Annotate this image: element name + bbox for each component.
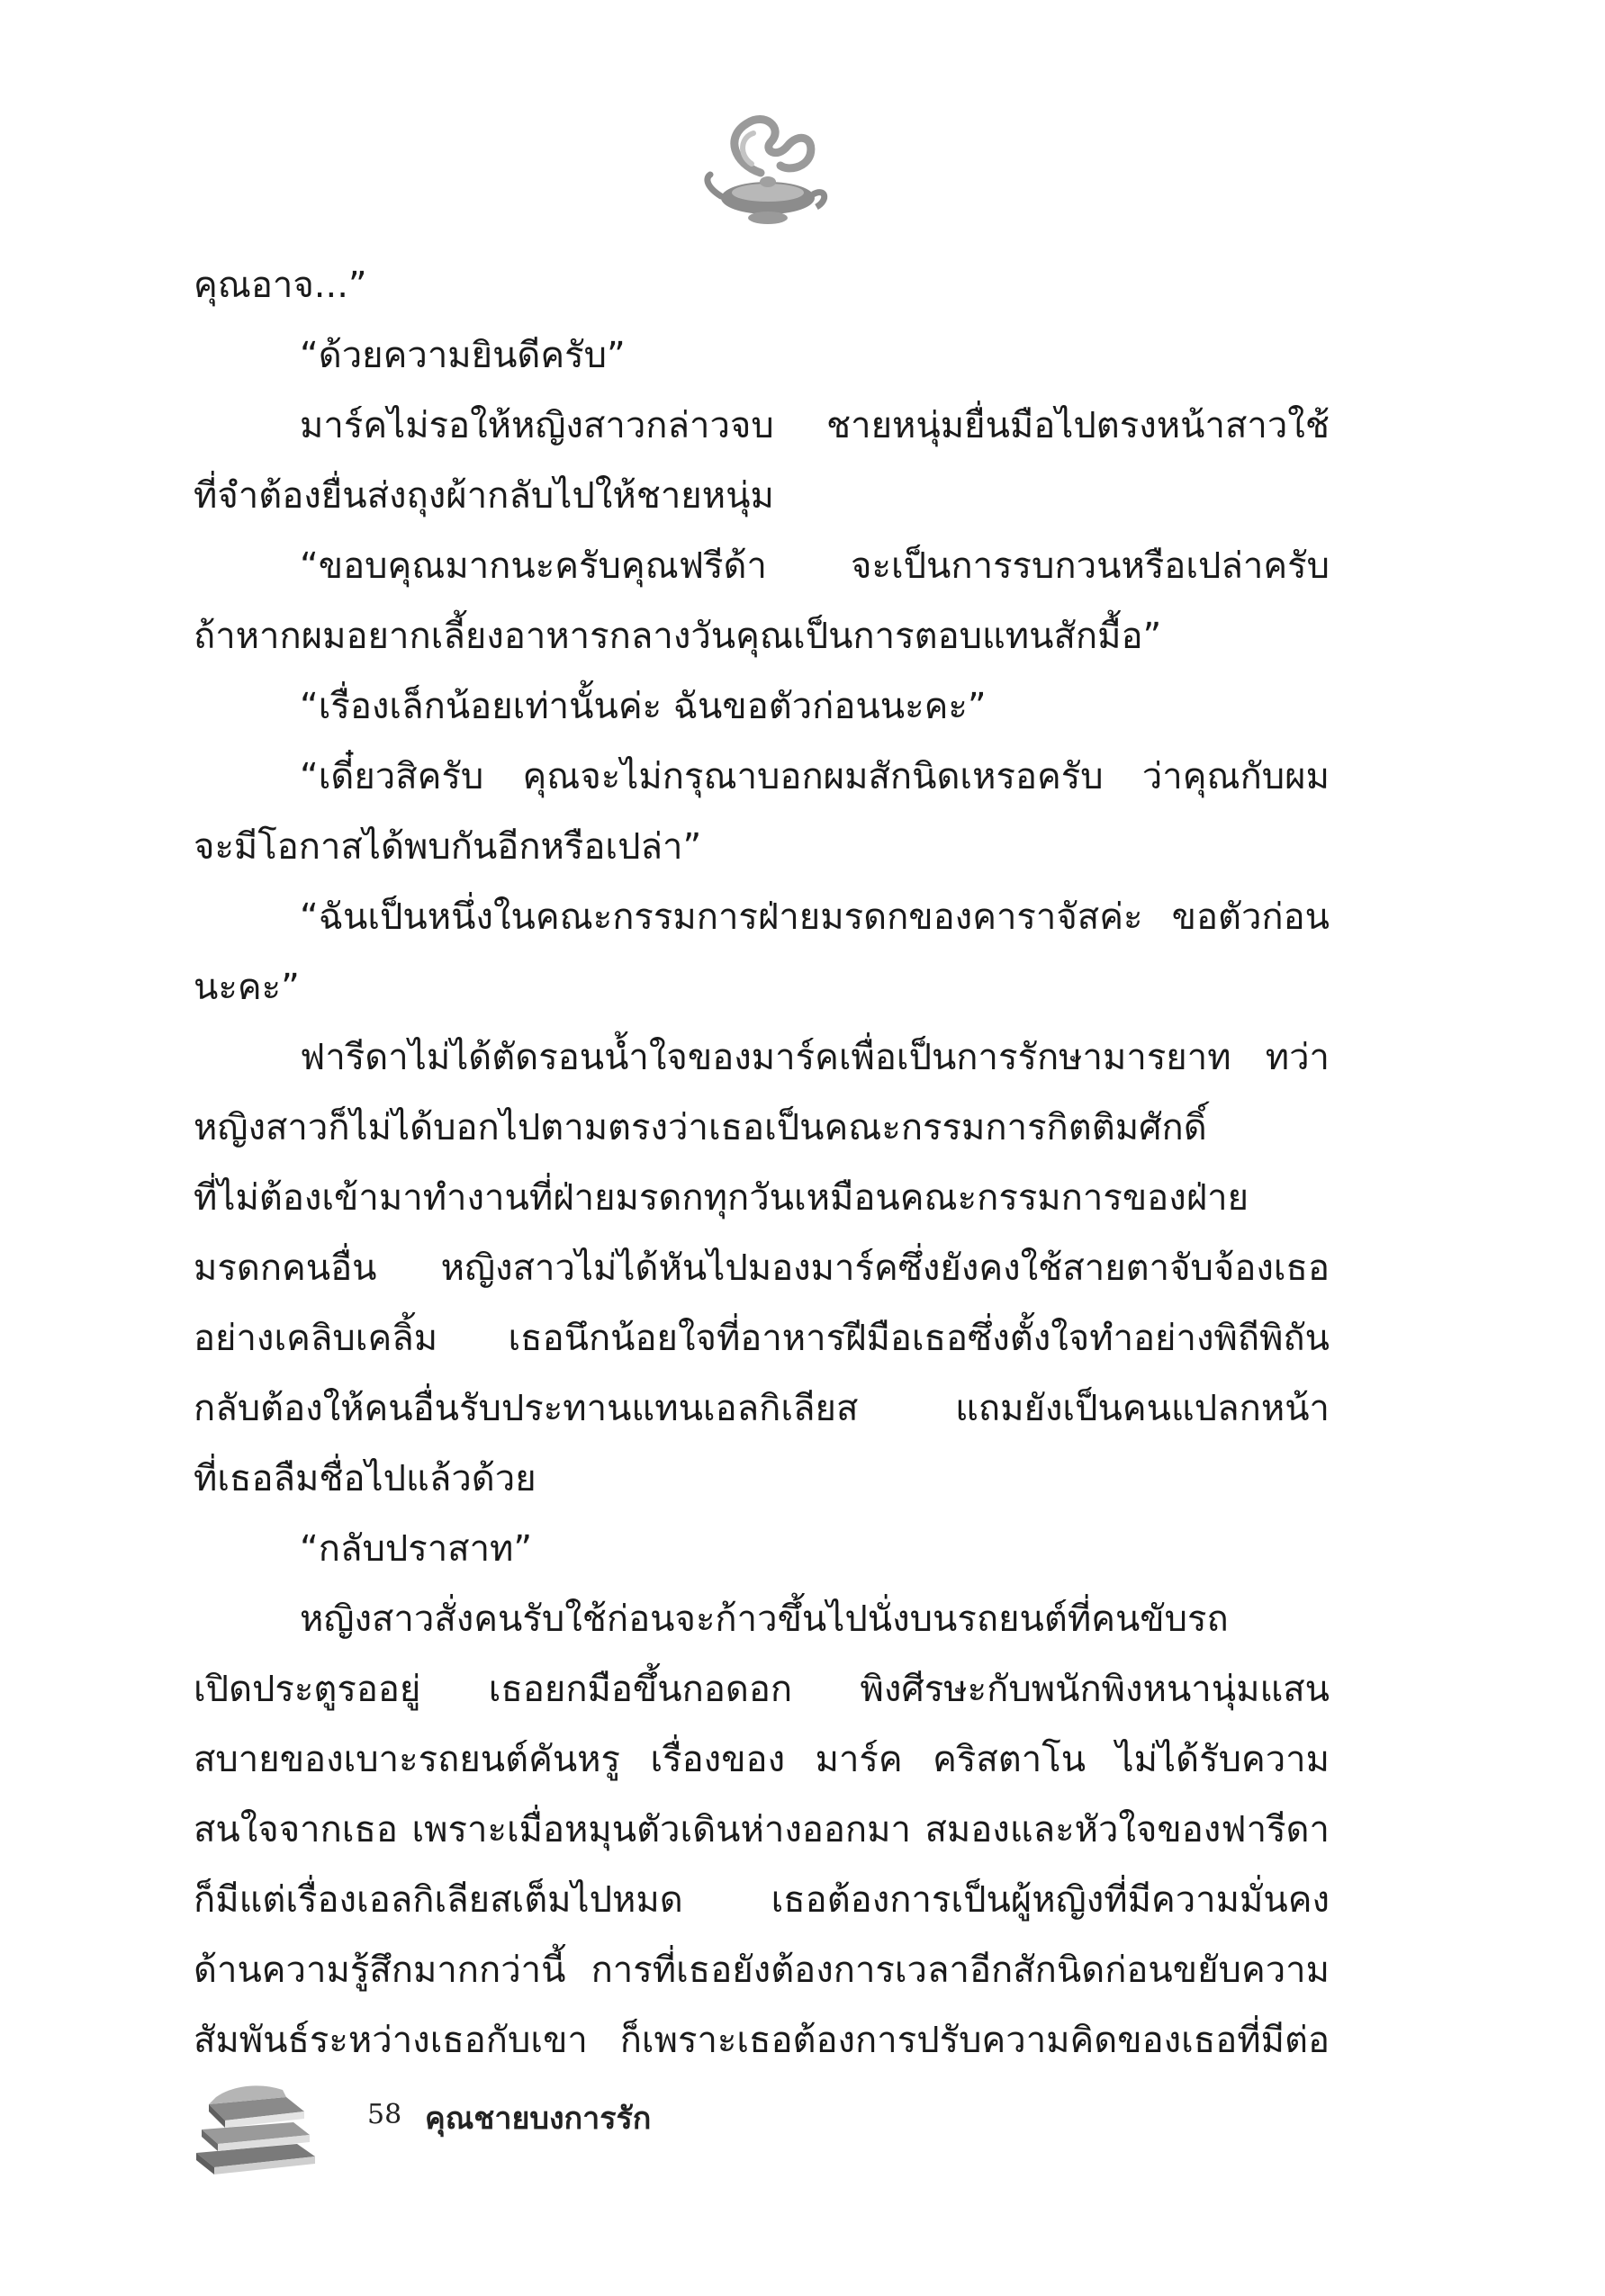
- text-line: จะมีโอกาสได้พบกันอีกหรือเปล่า”: [194, 826, 702, 868]
- text-line: ที่เธอลืมชื่อไปแล้วด้วย: [194, 1458, 537, 1499]
- text-line: “ด้วยความยินดีครับ”: [300, 335, 626, 376]
- text-line: สัมพันธ์ระหว่างเธอกับเขา ก็เพราะเธอต้องการปรับความคิดของเธอที่มีต่อ: [194, 2020, 1330, 2061]
- text-line: “ขอบคุณมากนะครับคุณฟรีด้า จะเป็นการรบกวนหรือเปล่าครับ: [300, 545, 1330, 587]
- text-line: หญิงสาวก็ไม่ได้บอกไปตามตรงว่าเธอเป็นคณะกรรมการกิตติมศักดิ์: [194, 1107, 1207, 1148]
- text-line: ด้านความรู้สึกมากกว่านี้ การที่เธอยังต้องการเวลาอีกสักนิดก่อนขยับความ: [194, 1949, 1330, 1991]
- text-line: กลับต้องให้คนอื่นรับประทานแทนเอลกิเลียส แถมยังเป็นคนแปลกหน้า: [194, 1388, 1330, 1429]
- book-stack-icon: [189, 2070, 324, 2178]
- text-line: มรดกคนอื่น หญิงสาวไม่ได้หันไปมองมาร์คซึ่งยังคงใช้สายตาจับจ้องเธอ: [194, 1247, 1330, 1289]
- text-line: หญิงสาวสั่งคนรับใช้ก่อนจะก้าวขึ้นไปนั่งบนรถยนต์ที่คนขับรถ: [300, 1598, 1229, 1640]
- text-line: นะคะ”: [194, 967, 300, 1008]
- page-number: 58: [367, 2099, 402, 2130]
- text-line: เปิดประตูรออยู่ เธอยกมือขึ้นกอดอก พิงศีรษะกับพนักพิงหนานุ่มแสน: [194, 1669, 1330, 1710]
- text-line: สบายของเบาะรถยนต์คันหรู เรื่องของ มาร์ค คริสตาโน ไม่ได้รับความ: [194, 1739, 1330, 1780]
- text-line: “เรื่องเล็กน้อยเท่านั้นค่ะ ฉันขอตัวก่อนนะคะ”: [300, 686, 987, 727]
- page-footer: [189, 2070, 729, 2178]
- text-line: สนใจจากเธอ เพราะเมื่อหมุนตัวเดินห่างออกมา สมองและหัวใจของฟารีดา: [194, 1809, 1330, 1850]
- text-line: ฟารีดาไม่ได้ตัดรอนน้ำใจของมาร์คเพื่อเป็นการรักษามารยาท ทว่า: [300, 1037, 1330, 1078]
- text-line: ถ้าหากผมอยากเลี้ยงอาหารกลางวันคุณเป็นการตอบแทนสักมื้อ”: [194, 616, 1162, 657]
- book-title: คุณชายบงการรัก: [425, 2101, 652, 2137]
- text-line: ก็มีแต่เรื่องเอลกิเลียสเต็มไปหมด เธอต้องการเป็นผู้หญิงที่มีความมั่นคง: [194, 1879, 1330, 1921]
- text-line: “เดี๋ยวสิครับ คุณจะไม่กรุณาบอกผมสักนิดเหรอครับ ว่าคุณกับผม: [300, 756, 1330, 797]
- text-line: ที่ไม่ต้องเข้ามาทำงานที่ฝ่ายมรดกทุกวันเหมือนคณะกรรมการของฝ่าย: [194, 1177, 1249, 1219]
- text-line: อย่างเคลิบเคลิ้ม เธอนึกน้อยใจที่อาหารฝีมือเธอซึ่งตั้งใจทำอย่างพิถีพิถัน: [194, 1318, 1330, 1359]
- text-line: คุณอาจ...”: [194, 265, 367, 306]
- text-line: มาร์คไม่รอให้หญิงสาวกล่าวจบ ชายหนุ่มยื่นมือไปตรงหน้าสาวใช้: [300, 405, 1330, 446]
- text-line: “กลับปราสาท”: [300, 1528, 533, 1570]
- genie-lamp-icon: [698, 101, 833, 236]
- text-line: ที่จำต้องยื่นส่งถุงผ้ากลับไปให้ชายหนุ่ม: [194, 475, 774, 517]
- body-text: [194, 250, 1330, 2075]
- text-line: “ฉันเป็นหนึ่งในคณะกรรมการฝ่ายมรดกของคาราจัสค่ะ ขอตัวก่อน: [300, 896, 1330, 938]
